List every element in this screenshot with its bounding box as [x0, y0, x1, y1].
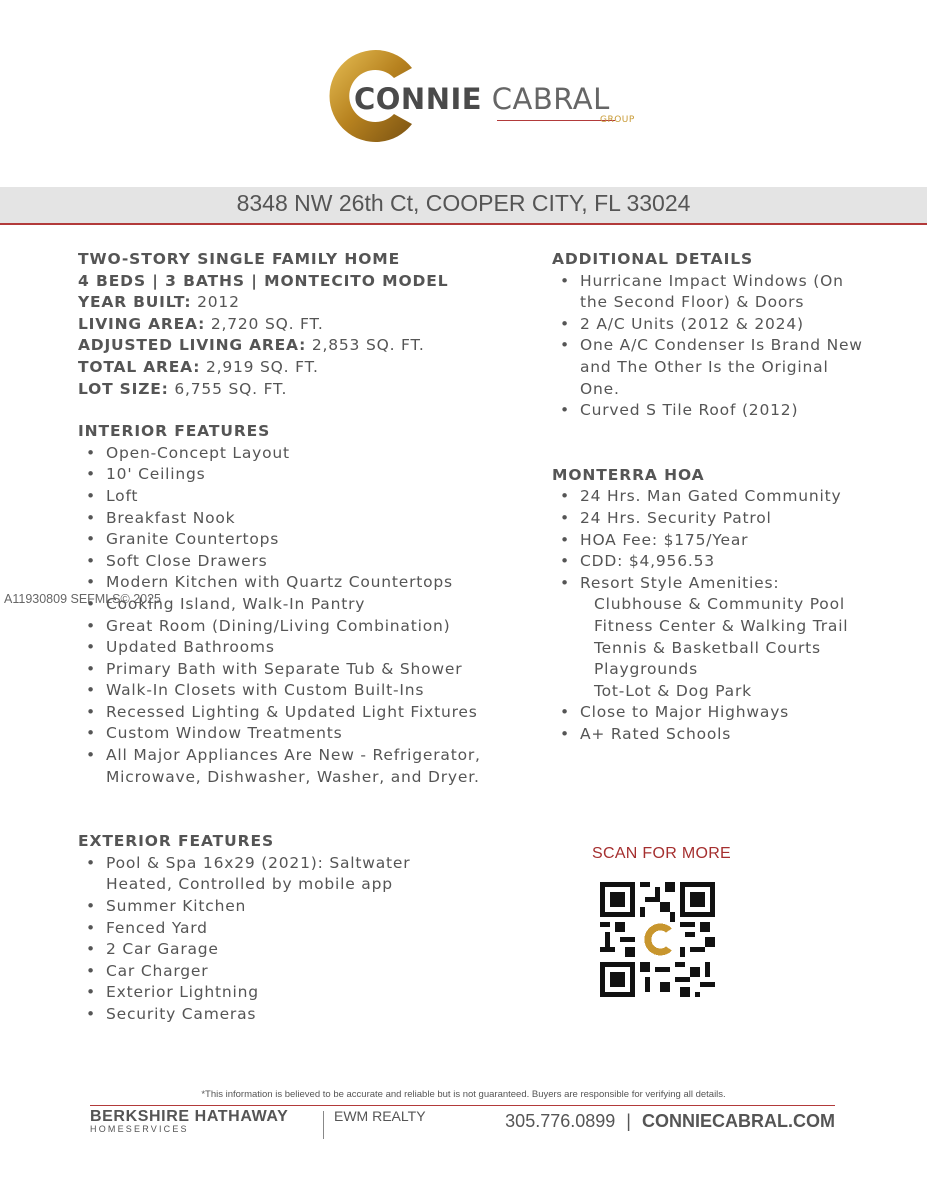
amenity-item: Fitness Center & Walking Trail: [594, 616, 849, 635]
left-column: [78, 249, 498, 1026]
list-item: • Summer Kitchen: [106, 896, 498, 918]
logo-wordmark: [354, 82, 610, 116]
amenity-item: Playgrounds: [594, 660, 699, 679]
adjusted-value: 2,853 SQ. FT.: [311, 336, 425, 355]
footer-divider: [90, 1105, 835, 1106]
exterior-features-heading: EXTERIOR FEATURES: [78, 832, 275, 851]
list-item: • Granite Countertops: [106, 529, 498, 551]
additional-details-heading: ADDITIONAL DETAILS: [552, 250, 754, 268]
list-item: • 2 Car Garage: [106, 939, 498, 961]
list-item: • Resort Style Amenities:: [580, 573, 892, 595]
list-item: • Security Cameras: [106, 1004, 498, 1026]
disclaimer: *This information is believed to be accurate and reliable but is not guaranteed. Buyers are responsible for verifying all details.: [201, 1089, 726, 1100]
qr-code-icon[interactable]: [600, 882, 715, 997]
list-item: • Walk-In Closets with Custom Built-Ins: [106, 680, 498, 702]
logo-name-light: CABRAL: [491, 82, 610, 116]
logo-underline: [497, 120, 615, 121]
list-item: • Exterior Lightning: [106, 982, 498, 1004]
list-item: • Breakfast Nook: [106, 508, 498, 530]
interior-features-list: [78, 443, 498, 789]
home-type-heading: TWO-STORY SINGLE FAMILY HOME: [78, 250, 401, 268]
brokerage-name: BERKSHIRE HATHAWAY: [90, 1108, 289, 1125]
address-banner: [0, 187, 927, 225]
amenity-item: Tot-Lot & Dog Park: [594, 681, 752, 700]
list-item: • All Major Appliances Are New - Refrigerator, Microwave, Dishwasher, Washer, and Dryer.: [106, 745, 486, 788]
living-area-label: LIVING AREA:: [78, 314, 206, 333]
lot-label: LOT SIZE:: [78, 379, 169, 398]
partner-name: EWM REALTY: [334, 1108, 426, 1124]
exterior-features-list: [78, 853, 498, 1026]
list-item: • Cooking Island, Walk-In Pantry: [106, 594, 498, 616]
phone-number[interactable]: 305.776.0899: [505, 1111, 616, 1131]
list-item: • Hurricane Impact Windows (On the Second Floor) & Doors: [580, 271, 850, 314]
list-item: • 10' Ceilings: [106, 464, 498, 486]
brokerage-logo: [90, 1108, 288, 1134]
amenity-item: Clubhouse & Community Pool: [594, 595, 845, 614]
lot-value: 6,755 SQ. FT.: [174, 379, 288, 398]
list-item: • 24 Hrs. Security Patrol: [580, 508, 892, 530]
brokerage-sub: HOMESERVICES: [90, 1124, 189, 1134]
list-item: • HOA Fee: $175/Year: [580, 530, 892, 552]
total-value: 2,919 SQ. FT.: [205, 357, 319, 376]
hoa-list: [552, 486, 892, 745]
list-item: • CDD: $4,956.53: [580, 551, 892, 573]
contact-separator: |: [626, 1111, 631, 1131]
total-area: [78, 357, 498, 379]
website-link[interactable]: CONNIECABRAL.COM: [642, 1111, 835, 1131]
year-built-value: 2012: [197, 293, 240, 312]
interior-features-heading: INTERIOR FEATURES: [78, 422, 271, 441]
list-item: • Car Charger: [106, 961, 498, 983]
list-item: • A+ Rated Schools: [580, 724, 892, 746]
additional-details-list: [552, 271, 892, 422]
year-built: [78, 292, 498, 314]
list-item: • Pool & Spa 16x29 (2021): Saltwater Heated, Controlled by mobile app: [106, 853, 476, 896]
list-item: • Curved S Tile Roof (2012): [580, 400, 892, 422]
total-label: TOTAL AREA:: [78, 357, 201, 376]
list-item: • Primary Bath with Separate Tub & Shower: [106, 659, 498, 681]
hoa-heading: MONTERRA HOA: [552, 465, 705, 484]
company-logo: [320, 46, 635, 150]
lot-size: [78, 379, 498, 401]
adjusted-living-area: [78, 335, 498, 357]
brokerage-divider: [323, 1111, 324, 1139]
scan-for-more-label: SCAN FOR MORE: [592, 845, 732, 862]
logo-name-bold: CONNIE: [354, 82, 483, 116]
amenity-item: Tennis & Basketball Courts: [594, 638, 821, 657]
contact-info: [505, 1111, 835, 1132]
list-item: • 24 Hrs. Man Gated Community: [580, 486, 892, 508]
beds-baths: 4 BEDS | 3 BATHS | MONTECITO MODEL: [78, 271, 449, 290]
list-item: • Great Room (Dining/Living Combination): [106, 616, 498, 638]
property-address: 8348 NW 26th Ct, COOPER CITY, FL 33024: [236, 190, 691, 216]
living-area: [78, 314, 498, 336]
logo-group: GROUP: [600, 115, 635, 125]
list-item: • Custom Window Treatments: [106, 723, 498, 745]
list-item: • Close to Major Highways: [580, 702, 892, 724]
list-item: • 2 A/C Units (2012 & 2024): [580, 314, 892, 336]
year-built-label: YEAR BUILT:: [78, 293, 192, 312]
mls-watermark: A11930809 SEFMLS© 2025: [4, 592, 162, 606]
list-item: • Soft Close Drawers: [106, 551, 498, 573]
list-item: • Updated Bathrooms: [106, 637, 498, 659]
list-item: • Recessed Lighting & Updated Light Fixtures: [106, 702, 498, 724]
living-area-value: 2,720 SQ. FT.: [210, 314, 324, 333]
right-column: [552, 249, 892, 745]
list-item: • Modern Kitchen with Quartz Countertops: [106, 572, 498, 594]
list-item: • One A/C Condenser Is Brand New and The Other Is the Original One.: [580, 335, 870, 400]
adjusted-label: ADJUSTED LIVING AREA:: [78, 336, 307, 355]
list-item: • Open-Concept Layout: [106, 443, 498, 465]
list-item: • Fenced Yard: [106, 918, 498, 940]
list-item: • Loft: [106, 486, 498, 508]
